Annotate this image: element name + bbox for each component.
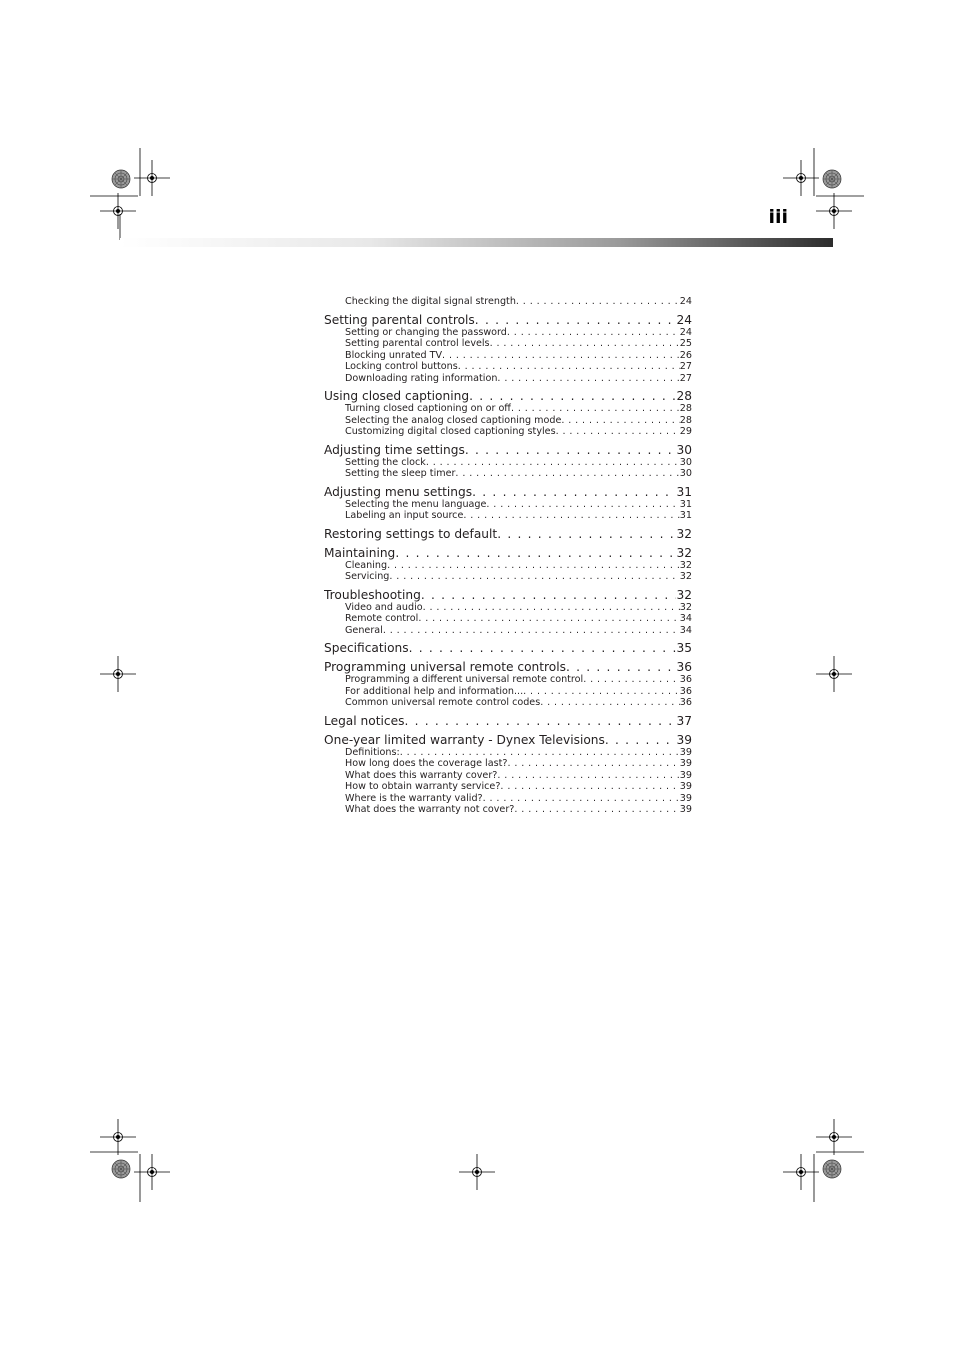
toc-page-number: 39 <box>679 781 692 792</box>
toc-subsection-entry[interactable] <box>324 697 692 709</box>
toc-dot-leader <box>583 674 680 686</box>
toc-entry-label: Where is the warranty valid? <box>345 792 483 804</box>
toc-page-number: 32 <box>676 587 692 602</box>
toc-entry-label: Common universal remote control codes <box>345 697 541 708</box>
toc-section-entry[interactable] <box>324 485 692 499</box>
toc-entry-label: Setting parental controls <box>324 312 475 327</box>
toc-page-number: 39 <box>679 792 692 804</box>
toc-entry-label: Programming a different universal remote control <box>345 674 584 685</box>
toc-subsection-entry[interactable] <box>324 403 692 415</box>
toc-page-number: 36 <box>679 685 692 697</box>
toc-page-number: 34 <box>679 624 692 636</box>
toc-entry-label: Video and audio <box>345 601 423 613</box>
toc-entry-label: How to obtain warranty service? <box>345 781 501 792</box>
toc-page-number: 24 <box>679 296 692 307</box>
toc-entry-label: Servicing <box>345 571 390 582</box>
toc-page-number: 29 <box>679 426 692 437</box>
toc-dot-leader <box>516 296 680 308</box>
toc-dot-leader <box>383 625 680 637</box>
toc-subsection-entry[interactable] <box>324 457 692 469</box>
toc-dot-leader <box>418 613 679 625</box>
toc-subsection-entry[interactable] <box>324 415 692 427</box>
toc-section-entry[interactable] <box>324 641 692 655</box>
toc-section-entry[interactable] <box>324 546 692 560</box>
toc-page-number: 31 <box>679 498 692 510</box>
toc-entry-label: Definitions: <box>345 746 400 758</box>
toc-dot-leader <box>389 571 679 583</box>
toc-entry-label: Labeling an input source <box>345 510 464 521</box>
toc-dot-leader <box>523 686 680 698</box>
toc-dot-leader <box>409 641 677 655</box>
toc-subsection-entry[interactable] <box>324 373 692 385</box>
toc-dot-leader <box>561 415 679 427</box>
toc-section-entry[interactable] <box>324 389 692 403</box>
page-number: iii <box>768 206 788 228</box>
toc-entry-label: Setting the clock <box>345 456 426 468</box>
toc-subsection-entry[interactable] <box>324 747 692 759</box>
toc-entry-label: Adjusting menu settings <box>324 484 473 499</box>
toc-entry-label: Setting or changing the password <box>345 326 507 338</box>
toc-page-number: 36 <box>676 660 692 674</box>
toc-entry-label: Programming universal remote controls <box>324 660 566 674</box>
toc-dot-leader <box>404 714 676 728</box>
toc-dot-leader <box>507 327 680 339</box>
toc-subsection-entry[interactable] <box>324 361 692 373</box>
toc-entry-label: Selecting the menu language <box>345 498 487 510</box>
toc-subsection-entry[interactable] <box>324 804 692 816</box>
toc-subsection-entry[interactable] <box>324 426 692 438</box>
toc-entry-label: Legal notices <box>324 713 405 728</box>
toc-page-number: 32 <box>676 526 692 541</box>
toc-subsection-entry[interactable] <box>324 510 692 522</box>
toc-page-number: 31 <box>679 510 692 521</box>
toc-entry-label: Troubleshooting <box>324 587 421 602</box>
toc-entry-label: How long does the coverage last? <box>345 758 508 769</box>
toc-dot-leader <box>455 468 679 480</box>
toc-subsection-entry[interactable] <box>324 674 692 686</box>
toc-dot-leader <box>605 733 677 747</box>
toc-dot-leader <box>507 758 679 770</box>
toc-dot-leader <box>426 457 680 469</box>
toc-page-number: 32 <box>679 571 692 582</box>
toc-page-number: 32 <box>679 559 692 571</box>
toc-section-entry[interactable] <box>324 733 692 747</box>
toc-section-entry[interactable] <box>324 443 692 457</box>
toc-dot-leader <box>421 588 677 602</box>
toc-dot-leader <box>395 546 676 560</box>
toc-page-number: 27 <box>679 372 692 384</box>
toc-entry-label: Maintaining <box>324 545 396 560</box>
toc-dot-leader <box>387 560 680 572</box>
toc-entry-label: Setting parental control levels <box>345 338 490 349</box>
toc-entry-label: Selecting the analog closed captioning mode <box>345 414 562 426</box>
toc-page-number: 28 <box>679 403 692 414</box>
toc-dot-leader <box>469 389 676 403</box>
toc-dot-leader <box>423 602 680 614</box>
toc-page-number: 39 <box>679 804 692 815</box>
toc-dot-leader <box>463 510 679 522</box>
toc-entry-label: Checking the digital signal strength <box>345 296 516 307</box>
toc-entry-label: General <box>345 624 383 636</box>
toc-page-number: 30 <box>679 468 692 479</box>
toc-entry-label: What does this warranty cover? <box>345 769 498 781</box>
toc-page-number: 39 <box>679 746 692 758</box>
toc-section-entry[interactable] <box>324 313 692 327</box>
toc-dot-leader <box>490 338 680 350</box>
toc-dot-leader <box>497 770 679 782</box>
toc-page-number: 32 <box>679 601 692 613</box>
toc-page-number: 36 <box>679 697 692 708</box>
table-of-contents <box>324 296 692 816</box>
toc-entry-label: Setting the sleep timer <box>345 468 456 479</box>
toc-subsection-entry[interactable] <box>324 793 692 805</box>
toc-dot-leader <box>472 485 676 499</box>
toc-dot-leader <box>497 527 676 541</box>
toc-dot-leader <box>566 660 677 674</box>
toc-entry-label: Specifications <box>324 641 409 655</box>
toc-page-number: 28 <box>676 389 692 403</box>
toc-entry-label: Locking control buttons <box>345 361 458 372</box>
toc-dot-leader <box>486 499 679 511</box>
toc-dot-leader <box>475 313 677 327</box>
toc-dot-leader <box>458 361 680 373</box>
toc-page-number: 31 <box>676 484 692 499</box>
toc-dot-leader <box>511 403 680 415</box>
toc-subsection-entry[interactable] <box>324 468 692 480</box>
toc-section-entry[interactable] <box>324 660 692 674</box>
toc-page-number: 39 <box>679 769 692 781</box>
toc-entry-label: Restoring settings to default <box>324 526 498 541</box>
toc-entry-label: What does the warranty not cover? <box>345 804 515 815</box>
toc-dot-leader <box>540 697 680 709</box>
toc-page-number: 35 <box>676 641 692 655</box>
toc-dot-leader <box>465 443 677 457</box>
toc-subsection-entry[interactable] <box>324 602 692 614</box>
toc-section-entry[interactable] <box>324 527 692 541</box>
toc-subsection-entry[interactable] <box>324 571 692 583</box>
toc-subsection-entry[interactable] <box>324 296 692 308</box>
toc-page-number: 24 <box>676 312 692 327</box>
toc-subsection-entry[interactable] <box>324 686 692 698</box>
toc-entry-label: Remote control <box>345 613 419 624</box>
toc-dot-leader <box>497 373 679 385</box>
toc-subsection-entry[interactable] <box>324 758 692 770</box>
toc-page-number: 26 <box>679 349 692 361</box>
toc-entry-label: Using closed captioning <box>324 389 470 403</box>
toc-subsection-entry[interactable] <box>324 770 692 782</box>
toc-subsection-entry[interactable] <box>324 560 692 572</box>
toc-page-number: 37 <box>676 713 692 728</box>
toc-entry-label: Downloading rating information <box>345 372 498 384</box>
toc-dot-leader <box>442 350 680 362</box>
toc-dot-leader <box>483 793 680 805</box>
toc-entry-label: One-year limited warranty - Dynex Televisions <box>324 732 605 747</box>
toc-page-number: 36 <box>679 674 692 685</box>
toc-page-number: 32 <box>676 545 692 560</box>
toc-entry-label: Turning closed captioning on or off <box>345 403 511 414</box>
toc-section-entry[interactable] <box>324 714 692 728</box>
toc-subsection-entry[interactable] <box>324 327 692 339</box>
toc-dot-leader <box>556 426 680 438</box>
toc-page-number: 34 <box>679 613 692 624</box>
header-gradient-bar <box>120 238 833 247</box>
toc-page-number: 39 <box>679 758 692 769</box>
toc-section-entry[interactable] <box>324 588 692 602</box>
toc-dot-leader <box>500 781 679 793</box>
toc-subsection-entry[interactable] <box>324 350 692 362</box>
toc-entry-label: Cleaning <box>345 559 388 571</box>
toc-page-number: 30 <box>679 456 692 468</box>
toc-subsection-entry[interactable] <box>324 781 692 793</box>
toc-page-number: 30 <box>676 442 692 457</box>
toc-entry-label: Adjusting time settings <box>324 442 465 457</box>
toc-page-number: 24 <box>679 326 692 338</box>
toc-subsection-entry[interactable] <box>324 499 692 511</box>
toc-entry-label: Customizing digital closed captioning styles <box>345 426 556 437</box>
toc-entry-label: For additional help and information... <box>345 685 524 697</box>
toc-subsection-entry[interactable] <box>324 338 692 350</box>
toc-page-number: 28 <box>679 414 692 426</box>
toc-page-number: 27 <box>679 361 692 372</box>
toc-subsection-entry[interactable] <box>324 613 692 625</box>
toc-page-number: 39 <box>676 732 692 747</box>
toc-subsection-entry[interactable] <box>324 625 692 637</box>
toc-dot-leader <box>400 747 680 759</box>
toc-page-number: 25 <box>679 338 692 349</box>
toc-dot-leader <box>514 804 679 816</box>
toc-entry-label: Blocking unrated TV <box>345 349 443 361</box>
